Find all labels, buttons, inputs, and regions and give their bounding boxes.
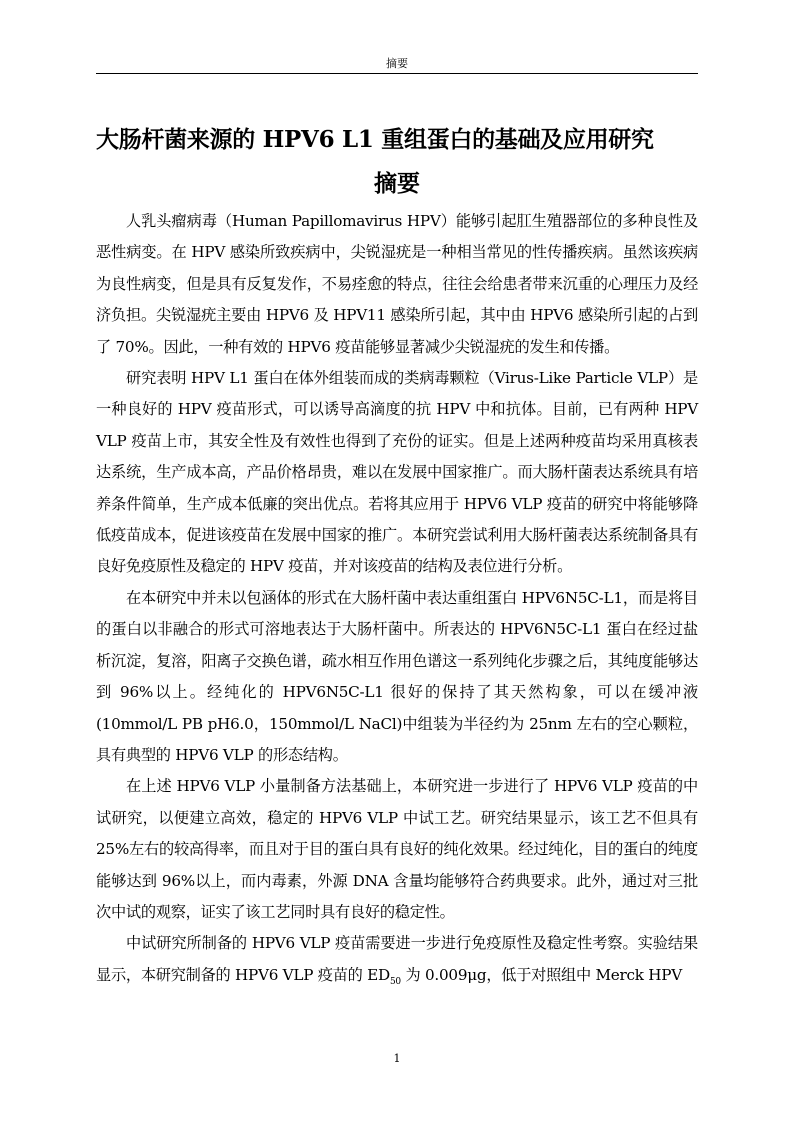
running-header: 摘要 [386, 57, 408, 70]
paragraph-2: 研究表明 HPV L1 蛋白在体外组装而成的类病毒颗粒（Virus-Like Particle VLP）是一种良好的 HPV 疫苗形式，可以诱导高滴度的抗 HPV 中和抗体。目前，已有两种 HPV VLP 疫苗上市，其安全性及有效性也得到了充份的证实。但是上述两种疫苗均采用真核表达系统，生产成本高，产品价格昂贵，难以在发展中国家推广。而大肠杆菌表达系统具有培养条件简单，生产成本低廉的突出优点。若将其应用于 HPV6 VLP 疫苗的研究中将能够降低疫苗成本，促进该疫苗在发展中国家的推广。本研究尝试利用大肠杆菌表达系统制备具有良好免疫原性及稳定的 HPV 疫苗，并对该疫苗的结构及表位进行分析。 [96, 369, 698, 576]
abstract-heading: 摘要 [374, 170, 420, 197]
page-number: 1 [393, 1052, 401, 1065]
paragraph-1: 人乳头瘤病毒（Human Papillomavirus HPV）能够引起肛生殖器部位的多种良性及恶性病变。在 HPV 感染所致疾病中，尖锐湿疣是一种相当常见的性传播疾病。虽然该疾病为良性病变，但是具有反复发作，不易痊愈的特点，往往会给患者带来沉重的心理压力及经济负担。尖锐湿疣主要由 HPV6 及 HPV11 感染所引起，其中由 HPV6 感染所引起的占到了 70%。因此，一种有效的 HPV6 疫苗能够显著减少尖锐湿疣的发生和传播。 [96, 212, 698, 356]
paragraph-3: 在本研究中并未以包涵体的形式在大肠杆菌中表达重组蛋白 HPV6N5C-L1，而是将目的蛋白以非融合的形式可溶地表达于大肠杆菌中。所表达的 HPV6N5C-L1 蛋白在经过盐析沉淀，复溶，阳离子交换色谱，疏水相互作用色谱这一系列纯化步骤之后，其纯度能够达到 96%以上。经纯化的 HPV6N5C-L1 很好的保持了其天然构象，可以在缓冲液(10mmol/L PB pH6.0，150mmol/L NaCl)中组装为半径约为 25nm 左右的空心颗粒，具有典型的 HPV6 VLP 的形态结构。 [96, 588, 698, 764]
paragraph-4: 在上述 HPV6 VLP 小量制备方法基础上，本研究进一步进行了 HPV6 VLP 疫苗的中试研究，以便建立高效，稳定的 HPV6 VLP 中试工艺。研究结果显示，该工艺不但具有 25%左右的较高得率，而且对于目的蛋白具有良好的纯化效果。经过纯化，目的蛋白的纯度能够达到 96%以上，而内毒素，外源 DNA 含量均能够符合药典要求。此外，通过对三批次中试的观察，证实了该工艺同时具有良好的稳定性。 [96, 777, 698, 921]
paragraph-5 [96, 928, 698, 991]
ed50-subscript: 50 [389, 976, 401, 987]
paragraph-5-text-end: 为 0.009μg，低于对照组中 Merck HPV [400, 965, 682, 984]
document-title: 大肠杆菌来源的 HPV6 L1 重组蛋白的基础及应用研究 [96, 126, 654, 153]
header-rule [96, 73, 698, 74]
paragraph-5-text-start: 中试研究所制备的 HPV6 VLP 疫苗需要进一步进行免疫原性及稳定性考察。实验结果显示，本研究制备的 HPV6 VLP 疫苗的 ED [96, 934, 698, 984]
abstract-body [96, 206, 698, 991]
